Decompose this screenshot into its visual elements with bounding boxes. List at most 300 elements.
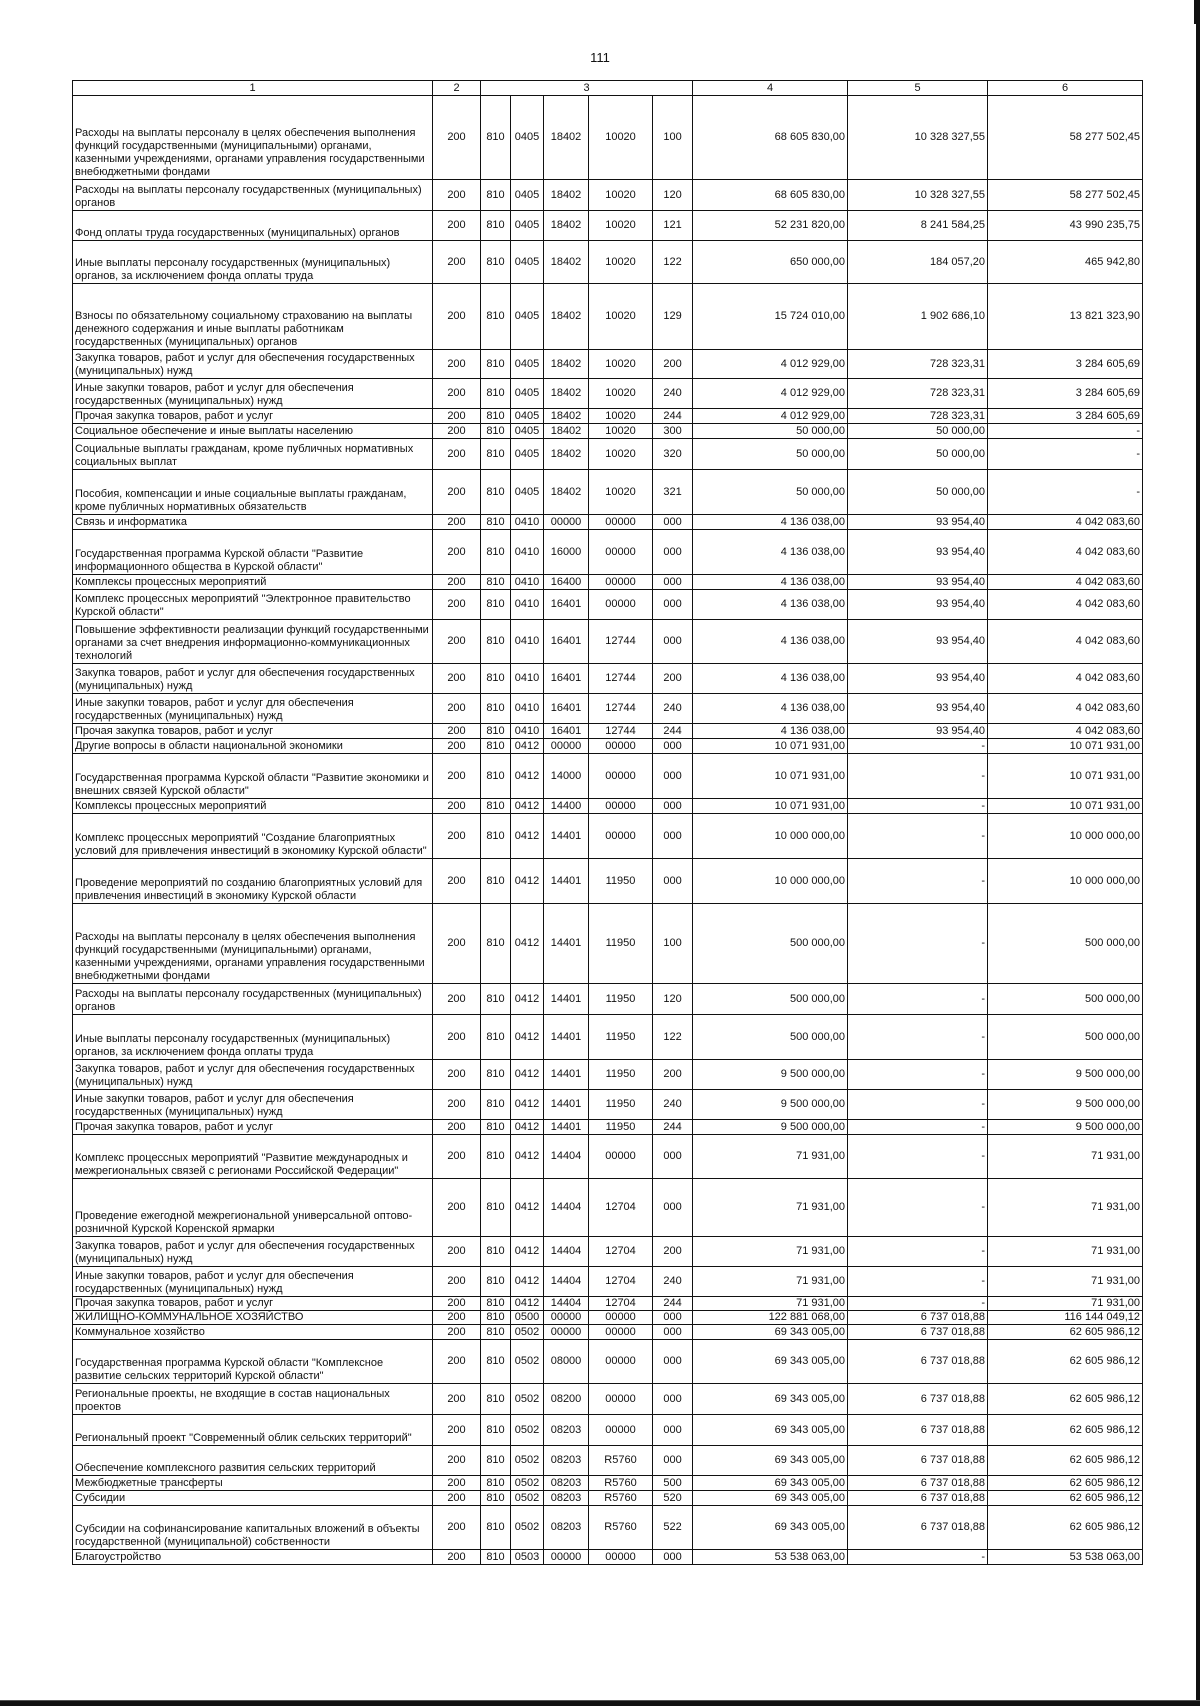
cell-code-5: 000	[653, 1325, 693, 1340]
cell-col-6: 4 042 083,60	[988, 515, 1143, 530]
cell-code-4: 10020	[589, 350, 653, 379]
cell-col-6: 71 931,00	[988, 1237, 1143, 1267]
cell-col-2: 200	[433, 470, 481, 515]
cell-code-4: 11950	[589, 1015, 653, 1060]
table-row	[73, 439, 1143, 470]
cell-code-3: 18402	[544, 470, 589, 515]
cell-code-1: 810	[481, 1267, 511, 1297]
table-row	[73, 739, 1143, 754]
cell-code-5: 240	[653, 1267, 693, 1297]
cell-col-4: 71 931,00	[693, 1297, 848, 1311]
cell-col-2: 200	[433, 379, 481, 409]
cell-code-4: 00000	[589, 515, 653, 530]
row-name: Расходы на выплаты персоналу государственных (муниципальных) органов	[73, 984, 433, 1015]
table-row	[73, 1325, 1143, 1340]
cell-code-5: 240	[653, 1090, 693, 1120]
cell-code-2: 0412	[511, 984, 544, 1015]
table-row	[73, 1415, 1143, 1446]
cell-col-6: 4 042 083,60	[988, 620, 1143, 664]
cell-col-5: 6 737 018,88	[848, 1446, 988, 1476]
row-name: Расходы на выплаты персоналу в целях обеспечения выполнения функций государственными (муниципальными) органами, казенными учреждениями, органами управления государственными внебюджетными фондами	[73, 904, 433, 984]
cell-code-3: 00000	[544, 739, 589, 754]
row-name: Субсидии	[73, 1491, 433, 1506]
cell-code-1: 810	[481, 350, 511, 379]
cell-col-5: 93 954,40	[848, 590, 988, 620]
cell-code-5: 000	[653, 1179, 693, 1237]
cell-col-2: 200	[433, 799, 481, 814]
cell-col-5: 6 737 018,88	[848, 1311, 988, 1325]
cell-code-4: 00000	[589, 575, 653, 590]
cell-col-6: 500 000,00	[988, 904, 1143, 984]
cell-col-6: 71 931,00	[988, 1179, 1143, 1237]
cell-col-4: 500 000,00	[693, 904, 848, 984]
cell-col-6: 62 605 986,12	[988, 1325, 1143, 1340]
cell-code-4: 00000	[589, 1325, 653, 1340]
table-row	[73, 859, 1143, 904]
cell-col-2: 200	[433, 984, 481, 1015]
cell-col-6: 10 000 000,00	[988, 814, 1143, 859]
cell-code-5: 321	[653, 470, 693, 515]
cell-code-4: 10020	[589, 96, 653, 180]
cell-code-1: 810	[481, 1015, 511, 1060]
row-name: Проведение ежегодной межрегиональной универсальной оптово-розничной Курской Коренской ярмарки	[73, 1179, 433, 1237]
cell-col-4: 50 000,00	[693, 470, 848, 515]
cell-col-2: 200	[433, 724, 481, 739]
cell-col-5: -	[848, 1297, 988, 1311]
cell-col-6: 465 942,80	[988, 241, 1143, 284]
cell-col-2: 200	[433, 1384, 481, 1415]
table-row	[73, 575, 1143, 590]
cell-col-5: 10 328 327,55	[848, 96, 988, 180]
cell-code-2: 0502	[511, 1415, 544, 1446]
cell-col-5: -	[848, 1267, 988, 1297]
cell-code-2: 0502	[511, 1325, 544, 1340]
cell-col-4: 4 012 929,00	[693, 350, 848, 379]
cell-code-5: 000	[653, 814, 693, 859]
cell-code-5: 120	[653, 984, 693, 1015]
cell-code-3: 00000	[544, 1325, 589, 1340]
row-name: Прочая закупка товаров, работ и услуг	[73, 1297, 433, 1311]
cell-col-4: 69 343 005,00	[693, 1506, 848, 1550]
cell-code-4: 00000	[589, 754, 653, 799]
cell-code-1: 810	[481, 859, 511, 904]
row-name: Пособия, компенсации и иные социальные выплаты гражданам, кроме публичных нормативных обязательств	[73, 470, 433, 515]
table-row	[73, 1446, 1143, 1476]
cell-col-2: 200	[433, 1476, 481, 1491]
cell-col-6: 4 042 083,60	[988, 530, 1143, 575]
table-row	[73, 799, 1143, 814]
cell-code-4: 12744	[589, 694, 653, 724]
cell-code-3: 18402	[544, 284, 589, 350]
cell-code-2: 0405	[511, 96, 544, 180]
table-row	[73, 1550, 1143, 1565]
cell-code-2: 0502	[511, 1476, 544, 1491]
cell-col-5: -	[848, 1179, 988, 1237]
cell-col-2: 200	[433, 350, 481, 379]
table-row	[73, 350, 1143, 379]
cell-code-1: 810	[481, 620, 511, 664]
cell-col-2: 200	[433, 1237, 481, 1267]
cell-code-1: 810	[481, 739, 511, 754]
header-col-4: 4	[693, 81, 848, 96]
table-row	[73, 984, 1143, 1015]
cell-code-1: 810	[481, 530, 511, 575]
cell-code-1: 810	[481, 575, 511, 590]
cell-col-5: 50 000,00	[848, 424, 988, 439]
cell-col-2: 200	[433, 211, 481, 241]
cell-code-4: 10020	[589, 439, 653, 470]
cell-col-5: -	[848, 1060, 988, 1090]
cell-col-2: 200	[433, 1120, 481, 1135]
cell-col-2: 200	[433, 515, 481, 530]
cell-code-2: 0412	[511, 814, 544, 859]
table-row	[73, 1179, 1143, 1237]
cell-code-3: 18402	[544, 439, 589, 470]
cell-code-4: 12704	[589, 1179, 653, 1237]
cell-code-4: 10020	[589, 379, 653, 409]
cell-col-6: 62 605 986,12	[988, 1506, 1143, 1550]
cell-col-5: -	[848, 904, 988, 984]
cell-code-5: 000	[653, 1415, 693, 1446]
cell-code-5: 100	[653, 904, 693, 984]
cell-code-4: 00000	[589, 1384, 653, 1415]
cell-col-4: 50 000,00	[693, 424, 848, 439]
cell-code-4: 11950	[589, 1120, 653, 1135]
cell-code-2: 0412	[511, 1090, 544, 1120]
row-name: Комплекс процессных мероприятий "Создание благоприятных условий для привлечения инвестиций в экономику Курской области"	[73, 814, 433, 859]
cell-code-4: 11950	[589, 984, 653, 1015]
cell-code-5: 244	[653, 1297, 693, 1311]
cell-code-2: 0410	[511, 575, 544, 590]
cell-col-5: 8 241 584,25	[848, 211, 988, 241]
cell-code-4: 12744	[589, 664, 653, 694]
cell-code-4: 00000	[589, 799, 653, 814]
row-name: Региональный проект "Современный облик сельских территорий"	[73, 1415, 433, 1446]
cell-code-1: 810	[481, 1311, 511, 1325]
cell-code-3: 14401	[544, 904, 589, 984]
cell-code-1: 810	[481, 470, 511, 515]
cell-code-5: 000	[653, 620, 693, 664]
cell-code-2: 0412	[511, 1267, 544, 1297]
cell-code-4: 10020	[589, 180, 653, 211]
cell-col-5: -	[848, 1135, 988, 1179]
cell-col-2: 200	[433, 575, 481, 590]
cell-code-4: R5760	[589, 1476, 653, 1491]
cell-code-5: 122	[653, 1015, 693, 1060]
cell-col-5: -	[848, 984, 988, 1015]
cell-col-5: 6 737 018,88	[848, 1384, 988, 1415]
cell-code-5: 240	[653, 694, 693, 724]
cell-code-1: 810	[481, 1135, 511, 1179]
row-name: Государственная программа Курской области "Комплексное развитие сельских территорий Курской области"	[73, 1340, 433, 1384]
cell-code-1: 810	[481, 1550, 511, 1565]
cell-col-2: 200	[433, 1340, 481, 1384]
cell-code-2: 0502	[511, 1446, 544, 1476]
cell-code-5: 000	[653, 1340, 693, 1384]
header-col-6: 6	[988, 81, 1143, 96]
table-row	[73, 814, 1143, 859]
cell-col-6: 4 042 083,60	[988, 590, 1143, 620]
table-row	[73, 1491, 1143, 1506]
table-row	[73, 1297, 1143, 1311]
cell-code-5: 320	[653, 439, 693, 470]
cell-code-5: 200	[653, 350, 693, 379]
cell-code-2: 0412	[511, 904, 544, 984]
table-row	[73, 1476, 1143, 1491]
row-name: Повышение эффективности реализации функций государственными органами за счет внедрения информационно-коммуникационных технологий	[73, 620, 433, 664]
table-row	[73, 1237, 1143, 1267]
cell-col-2: 200	[433, 439, 481, 470]
cell-code-1: 810	[481, 694, 511, 724]
row-name: Другие вопросы в области национальной экономики	[73, 739, 433, 754]
cell-code-3: 18402	[544, 96, 589, 180]
cell-code-3: 08203	[544, 1476, 589, 1491]
table-row	[73, 694, 1143, 724]
cell-code-4: 12744	[589, 724, 653, 739]
cell-col-4: 4 012 929,00	[693, 379, 848, 409]
cell-col-4: 10 071 931,00	[693, 754, 848, 799]
cell-code-1: 810	[481, 1340, 511, 1384]
cell-code-2: 0405	[511, 211, 544, 241]
cell-code-1: 810	[481, 754, 511, 799]
cell-code-2: 0412	[511, 1179, 544, 1237]
cell-code-2: 0412	[511, 1120, 544, 1135]
cell-code-4: 10020	[589, 470, 653, 515]
cell-col-5: -	[848, 1015, 988, 1060]
cell-code-2: 0410	[511, 590, 544, 620]
cell-col-4: 4 136 038,00	[693, 590, 848, 620]
row-name: Иные закупки товаров, работ и услуг для обеспечения государственных (муниципальных) нужд	[73, 1090, 433, 1120]
cell-code-5: 000	[653, 1550, 693, 1565]
cell-code-5: 000	[653, 530, 693, 575]
cell-col-6: 62 605 986,12	[988, 1476, 1143, 1491]
cell-code-5: 200	[653, 664, 693, 694]
cell-col-4: 4 136 038,00	[693, 724, 848, 739]
table-row	[73, 590, 1143, 620]
cell-code-1: 810	[481, 515, 511, 530]
cell-code-2: 0405	[511, 470, 544, 515]
row-name: Закупка товаров, работ и услуг для обеспечения государственных (муниципальных) нужд	[73, 664, 433, 694]
cell-col-4: 9 500 000,00	[693, 1090, 848, 1120]
table-row	[73, 515, 1143, 530]
cell-code-5: 000	[653, 754, 693, 799]
cell-col-4: 69 343 005,00	[693, 1446, 848, 1476]
cell-col-2: 200	[433, 180, 481, 211]
cell-code-4: 11950	[589, 904, 653, 984]
cell-col-6: 10 071 931,00	[988, 739, 1143, 754]
cell-code-1: 810	[481, 379, 511, 409]
cell-code-3: 14401	[544, 1090, 589, 1120]
cell-code-1: 810	[481, 814, 511, 859]
cell-code-1: 810	[481, 211, 511, 241]
cell-code-2: 0405	[511, 284, 544, 350]
cell-code-1: 810	[481, 664, 511, 694]
cell-col-6: -	[988, 424, 1143, 439]
row-name: Комплекс процессных мероприятий "Развитие международных и межрегиональных связей с регионами Российской Федерации"	[73, 1135, 433, 1179]
cell-col-2: 200	[433, 620, 481, 664]
cell-code-3: 14401	[544, 1060, 589, 1090]
cell-col-2: 200	[433, 1090, 481, 1120]
cell-code-5: 000	[653, 1311, 693, 1325]
table-row	[73, 1340, 1143, 1384]
table-row	[73, 530, 1143, 575]
row-name: Комплексы процессных мероприятий	[73, 575, 433, 590]
table-row	[73, 904, 1143, 984]
cell-code-5: 520	[653, 1491, 693, 1506]
cell-col-2: 200	[433, 1506, 481, 1550]
cell-col-2: 200	[433, 754, 481, 799]
cell-code-4: 10020	[589, 211, 653, 241]
cell-col-4: 52 231 820,00	[693, 211, 848, 241]
row-name: Прочая закупка товаров, работ и услуг	[73, 409, 433, 424]
row-name: Расходы на выплаты персоналу в целях обеспечения выполнения функций государственными (муниципальными) органами, казенными учреждениями, органами управления государственными внебюджетными фондами	[73, 96, 433, 180]
cell-code-2: 0405	[511, 439, 544, 470]
cell-col-6: 62 605 986,12	[988, 1446, 1143, 1476]
cell-col-4: 4 136 038,00	[693, 575, 848, 590]
cell-code-4: 12704	[589, 1267, 653, 1297]
cell-col-5: 93 954,40	[848, 530, 988, 575]
table-header	[73, 81, 1143, 96]
table-row	[73, 379, 1143, 409]
cell-col-6: 62 605 986,12	[988, 1384, 1143, 1415]
row-name: Обеспечение комплексного развития сельских территорий	[73, 1446, 433, 1476]
cell-code-4: 00000	[589, 814, 653, 859]
cell-col-4: 4 136 038,00	[693, 620, 848, 664]
cell-col-6: 10 071 931,00	[988, 799, 1143, 814]
cell-code-1: 810	[481, 1325, 511, 1340]
cell-code-2: 0412	[511, 1015, 544, 1060]
cell-code-1: 810	[481, 904, 511, 984]
row-name: Иные выплаты персоналу государственных (муниципальных) органов, за исключением фонда оплаты труда	[73, 1015, 433, 1060]
table-row	[73, 724, 1143, 739]
scan-right-edge	[1196, 0, 1200, 1706]
cell-col-2: 200	[433, 1015, 481, 1060]
cell-code-3: 14401	[544, 1120, 589, 1135]
cell-code-1: 810	[481, 439, 511, 470]
cell-col-4: 69 343 005,00	[693, 1476, 848, 1491]
cell-code-2: 0405	[511, 241, 544, 284]
cell-col-6: 10 000 000,00	[988, 859, 1143, 904]
cell-code-5: 121	[653, 211, 693, 241]
cell-code-1: 810	[481, 1179, 511, 1237]
cell-col-4: 122 881 068,00	[693, 1311, 848, 1325]
cell-code-1: 810	[481, 241, 511, 284]
cell-col-6: 4 042 083,60	[988, 694, 1143, 724]
cell-col-6: 62 605 986,12	[988, 1415, 1143, 1446]
cell-col-6: 3 284 605,69	[988, 409, 1143, 424]
cell-col-6: -	[988, 470, 1143, 515]
cell-col-4: 69 343 005,00	[693, 1491, 848, 1506]
cell-code-2: 0412	[511, 1135, 544, 1179]
cell-code-3: 14404	[544, 1297, 589, 1311]
cell-col-5: 6 737 018,88	[848, 1476, 988, 1491]
cell-code-4: R5760	[589, 1491, 653, 1506]
cell-col-5: 6 737 018,88	[848, 1506, 988, 1550]
cell-code-5: 000	[653, 799, 693, 814]
cell-col-2: 200	[433, 1135, 481, 1179]
cell-code-2: 0410	[511, 620, 544, 664]
row-name: Социальное обеспечение и иные выплаты населению	[73, 424, 433, 439]
cell-code-1: 810	[481, 799, 511, 814]
cell-col-4: 69 343 005,00	[693, 1384, 848, 1415]
cell-col-5: 10 328 327,55	[848, 180, 988, 211]
cell-code-5: 100	[653, 96, 693, 180]
cell-code-1: 810	[481, 1506, 511, 1550]
row-name: Социальные выплаты гражданам, кроме публичных нормативных социальных выплат	[73, 439, 433, 470]
cell-col-4: 10 071 931,00	[693, 739, 848, 754]
row-name: Благоустройство	[73, 1550, 433, 1565]
cell-code-1: 810	[481, 1297, 511, 1311]
cell-code-5: 129	[653, 284, 693, 350]
cell-col-2: 200	[433, 1267, 481, 1297]
cell-code-5: 200	[653, 1237, 693, 1267]
cell-code-3: 14404	[544, 1267, 589, 1297]
cell-col-2: 200	[433, 284, 481, 350]
cell-col-2: 200	[433, 530, 481, 575]
row-name: Прочая закупка товаров, работ и услуг	[73, 724, 433, 739]
table-row	[73, 1060, 1143, 1090]
cell-code-1: 810	[481, 1476, 511, 1491]
row-name: Иные выплаты персоналу государственных (муниципальных) органов, за исключением фонда оплаты труда	[73, 241, 433, 284]
cell-code-2: 0405	[511, 350, 544, 379]
cell-code-2: 0412	[511, 1297, 544, 1311]
cell-col-5: 1 902 686,10	[848, 284, 988, 350]
cell-code-5: 000	[653, 1446, 693, 1476]
header-row	[73, 81, 1143, 96]
row-name: Фонд оплаты труда государственных (муниципальных) органов	[73, 211, 433, 241]
cell-code-5: 000	[653, 859, 693, 904]
cell-code-2: 0502	[511, 1384, 544, 1415]
cell-col-5: 93 954,40	[848, 575, 988, 590]
cell-col-5: 93 954,40	[848, 724, 988, 739]
cell-code-2: 0410	[511, 664, 544, 694]
cell-col-5: 6 737 018,88	[848, 1491, 988, 1506]
row-name: Закупка товаров, работ и услуг для обеспечения государственных (муниципальных) нужд	[73, 1237, 433, 1267]
cell-col-5: -	[848, 1120, 988, 1135]
cell-code-1: 810	[481, 1237, 511, 1267]
cell-col-6: 9 500 000,00	[988, 1120, 1143, 1135]
cell-code-4: 00000	[589, 530, 653, 575]
cell-code-5: 522	[653, 1506, 693, 1550]
cell-col-2: 200	[433, 96, 481, 180]
cell-code-2: 0410	[511, 515, 544, 530]
row-name: Иные закупки товаров, работ и услуг для обеспечения государственных (муниципальных) нужд	[73, 379, 433, 409]
cell-col-6: 10 071 931,00	[988, 754, 1143, 799]
cell-code-5: 240	[653, 379, 693, 409]
cell-col-6: 58 277 502,45	[988, 180, 1143, 211]
cell-col-4: 500 000,00	[693, 1015, 848, 1060]
cell-code-5: 244	[653, 1120, 693, 1135]
cell-col-6: 4 042 083,60	[988, 664, 1143, 694]
cell-code-4: 00000	[589, 1415, 653, 1446]
cell-code-5: 300	[653, 424, 693, 439]
cell-col-4: 71 931,00	[693, 1179, 848, 1237]
cell-code-3: 14401	[544, 814, 589, 859]
cell-code-5: 000	[653, 515, 693, 530]
cell-col-4: 69 343 005,00	[693, 1415, 848, 1446]
cell-col-2: 200	[433, 1415, 481, 1446]
cell-code-4: 00000	[589, 1340, 653, 1384]
row-name: Иные закупки товаров, работ и услуг для обеспечения государственных (муниципальных) нужд	[73, 1267, 433, 1297]
table-row	[73, 1311, 1143, 1325]
cell-col-4: 71 931,00	[693, 1267, 848, 1297]
cell-code-3: 14000	[544, 754, 589, 799]
row-name: Межбюджетные трансферты	[73, 1476, 433, 1491]
cell-col-2: 200	[433, 1297, 481, 1311]
cell-col-5: -	[848, 859, 988, 904]
header-col-5: 5	[848, 81, 988, 96]
cell-code-3: 14404	[544, 1179, 589, 1237]
